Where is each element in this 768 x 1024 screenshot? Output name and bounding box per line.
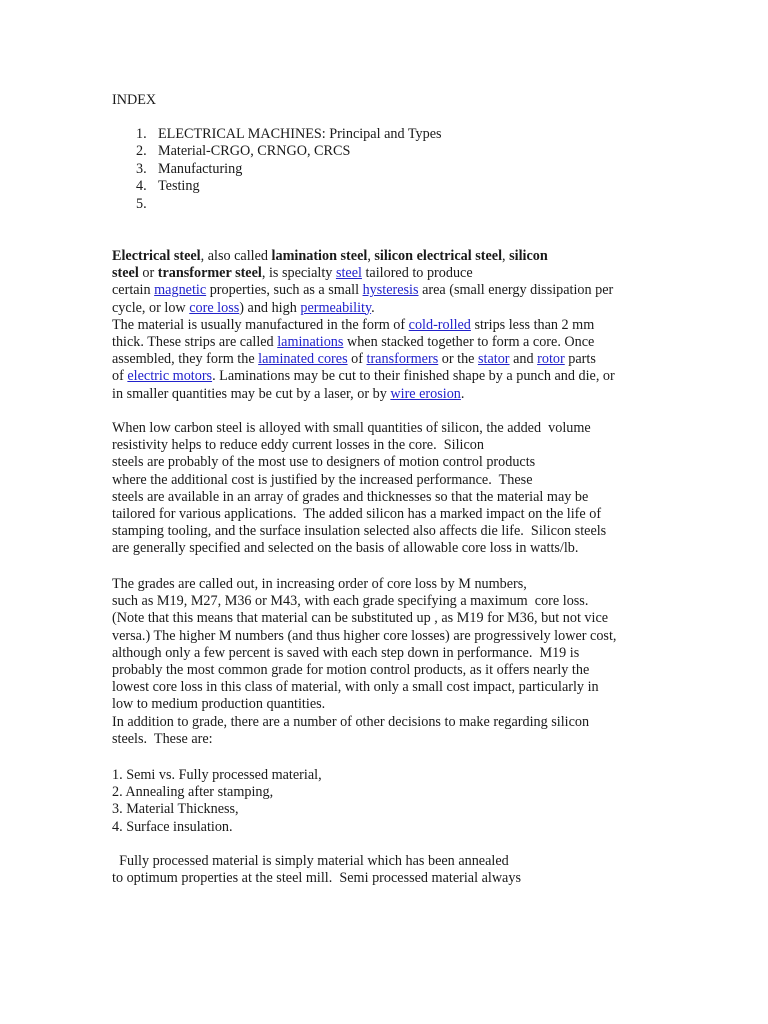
paragraph-line	[112, 300, 375, 317]
text-run: or	[138, 265, 158, 282]
bold-term: transformer steel	[157, 265, 262, 282]
paragraph-line: low to medium production quantities.	[112, 696, 326, 713]
text-run: The material is usually manufactured in the form of	[112, 316, 409, 333]
paragraph-line: to optimum properties at the steel mill. Semi processed material always	[112, 870, 521, 887]
paragraph-line	[112, 386, 464, 403]
paragraph-line: are generally specified and selected on the basis of allowable core loss in watts/lb.	[112, 540, 579, 557]
paragraph-line: versa.) The higher M numbers (and thus higher core losses) are progressively lower cost,	[112, 627, 617, 644]
hyperlink[interactable]: core loss	[189, 299, 240, 316]
index-item-text: Manufacturing	[158, 161, 243, 177]
paragraph-line: steels are probably of the most use to designers of motion control products	[112, 454, 536, 471]
paragraph-line: resistivity helps to reduce eddy current losses in the core. Silicon	[112, 437, 484, 454]
paragraph-line: steels are available in an array of grades and thicknesses so that the material may be	[112, 488, 589, 505]
text-run: cycle, or low	[112, 299, 190, 316]
paragraph-line: lowest core loss in this class of material, with only a small cost impact, particularly in	[112, 679, 599, 696]
paragraph-line	[112, 282, 613, 299]
hyperlink[interactable]: magnetic	[154, 282, 207, 299]
text-run: parts	[564, 351, 596, 368]
text-run: properties, such as a small	[206, 282, 363, 299]
bold-term: silicon electrical steel	[374, 248, 503, 264]
index-item-number: 4.	[136, 178, 147, 194]
index-item-number: 3.	[136, 161, 147, 177]
hyperlink[interactable]: rotor	[537, 351, 565, 368]
text-run: .	[371, 299, 375, 316]
paragraph-line: stamping tooling, and the surface insulation selected also affects die life. Silicon steels	[112, 523, 607, 540]
paragraph-line: In addition to grade, there are a number of other decisions to make regarding silicon	[112, 713, 590, 730]
bold-term: silicon	[509, 248, 548, 264]
decision-item: 3. Material Thickness,	[112, 801, 239, 818]
hyperlink[interactable]: wire erosion	[390, 385, 461, 402]
text-run: assembled, they form the	[112, 351, 259, 368]
paragraph-line	[112, 265, 473, 282]
paragraph-line	[112, 351, 596, 368]
paragraph-line	[112, 368, 615, 385]
index-item-text: Material-CRGO, CRNGO, CRCS	[158, 143, 351, 159]
text-run: , also called	[200, 248, 272, 264]
text-run: ,	[367, 248, 375, 264]
index-item-number: 2.	[136, 143, 147, 159]
hyperlink[interactable]: cold-rolled	[408, 316, 471, 333]
hyperlink[interactable]: transformers	[366, 351, 439, 368]
decision-item: 4. Surface insulation.	[112, 818, 233, 835]
paragraph-line: although only a few percent is saved with each step down in performance. M19 is	[112, 644, 580, 661]
paragraph-line: where the additional cost is justified by the increased performance. These	[112, 471, 533, 488]
index-item-text: Testing	[158, 178, 200, 194]
hyperlink[interactable]: steel	[335, 265, 362, 282]
bold-term: Electrical steel	[112, 248, 201, 264]
paragraph-line: Fully processed material is simply material which has been annealed	[112, 853, 509, 869]
paragraph-line: When low carbon steel is alloyed with small quantities of silicon, the added volume	[112, 420, 591, 436]
paragraph-line: The grades are called out, in increasing order of core loss by M numbers,	[112, 576, 527, 592]
text-run: ,	[502, 248, 510, 264]
text-run: .	[460, 385, 465, 402]
hyperlink[interactable]: stator	[478, 351, 510, 368]
hyperlink[interactable]: electric motors	[127, 368, 213, 385]
paragraph-line	[112, 334, 594, 351]
hyperlink[interactable]: hysteresis	[362, 282, 419, 299]
text-run: , is specialty	[261, 265, 336, 282]
text-run: of	[347, 351, 367, 368]
text-run: or the	[438, 351, 479, 368]
text-run: when stacked together to form a core. Once	[343, 334, 595, 350]
decision-item: 2. Annealing after stamping,	[112, 784, 274, 801]
hyperlink[interactable]: laminated cores	[258, 351, 348, 368]
text-run: and	[509, 351, 538, 368]
hyperlink[interactable]: laminations	[277, 334, 344, 350]
text-run: ) and high	[239, 299, 301, 316]
index-item-number: 1.	[136, 126, 147, 142]
hyperlink[interactable]: permeability	[300, 299, 372, 316]
text-run: area (small energy dissipation per	[418, 282, 614, 299]
paragraph-line	[112, 317, 594, 334]
paragraph-line: tailored for various applications. The added silicon has a marked impact on the life of	[112, 506, 602, 522]
text-run: of	[112, 368, 128, 385]
text-run: tailored to produce	[361, 265, 473, 282]
decision-item: 1. Semi vs. Fully processed material,	[112, 767, 322, 783]
index-title: INDEX	[112, 92, 157, 108]
bold-term: lamination steel	[271, 248, 368, 264]
paragraph-line	[112, 248, 548, 265]
paragraph-line: steels. These are:	[112, 730, 213, 747]
index-item-number: 5.	[136, 196, 147, 212]
text-run: in smaller quantities may be cut by a laser, or by	[112, 385, 391, 402]
text-run: certain	[112, 282, 155, 299]
bold-term: steel	[112, 265, 139, 282]
paragraph-line: probably the most common grade for motion control products, as it offers nearly the	[112, 662, 590, 678]
text-run: thick. These strips are called	[112, 334, 278, 350]
text-run: strips less than 2 mm	[470, 316, 595, 333]
paragraph-line: (Note that this means that material can be substituted up , as M19 for M36, but not vice	[112, 610, 609, 627]
index-item-text: ELECTRICAL MACHINES: Principal and Types	[158, 126, 442, 142]
paragraph-line: such as M19, M27, M36 or M43, with each grade specifying a maximum core loss.	[112, 593, 589, 610]
text-run: . Laminations may be cut to their finished shape by a punch and die, or	[212, 368, 615, 385]
